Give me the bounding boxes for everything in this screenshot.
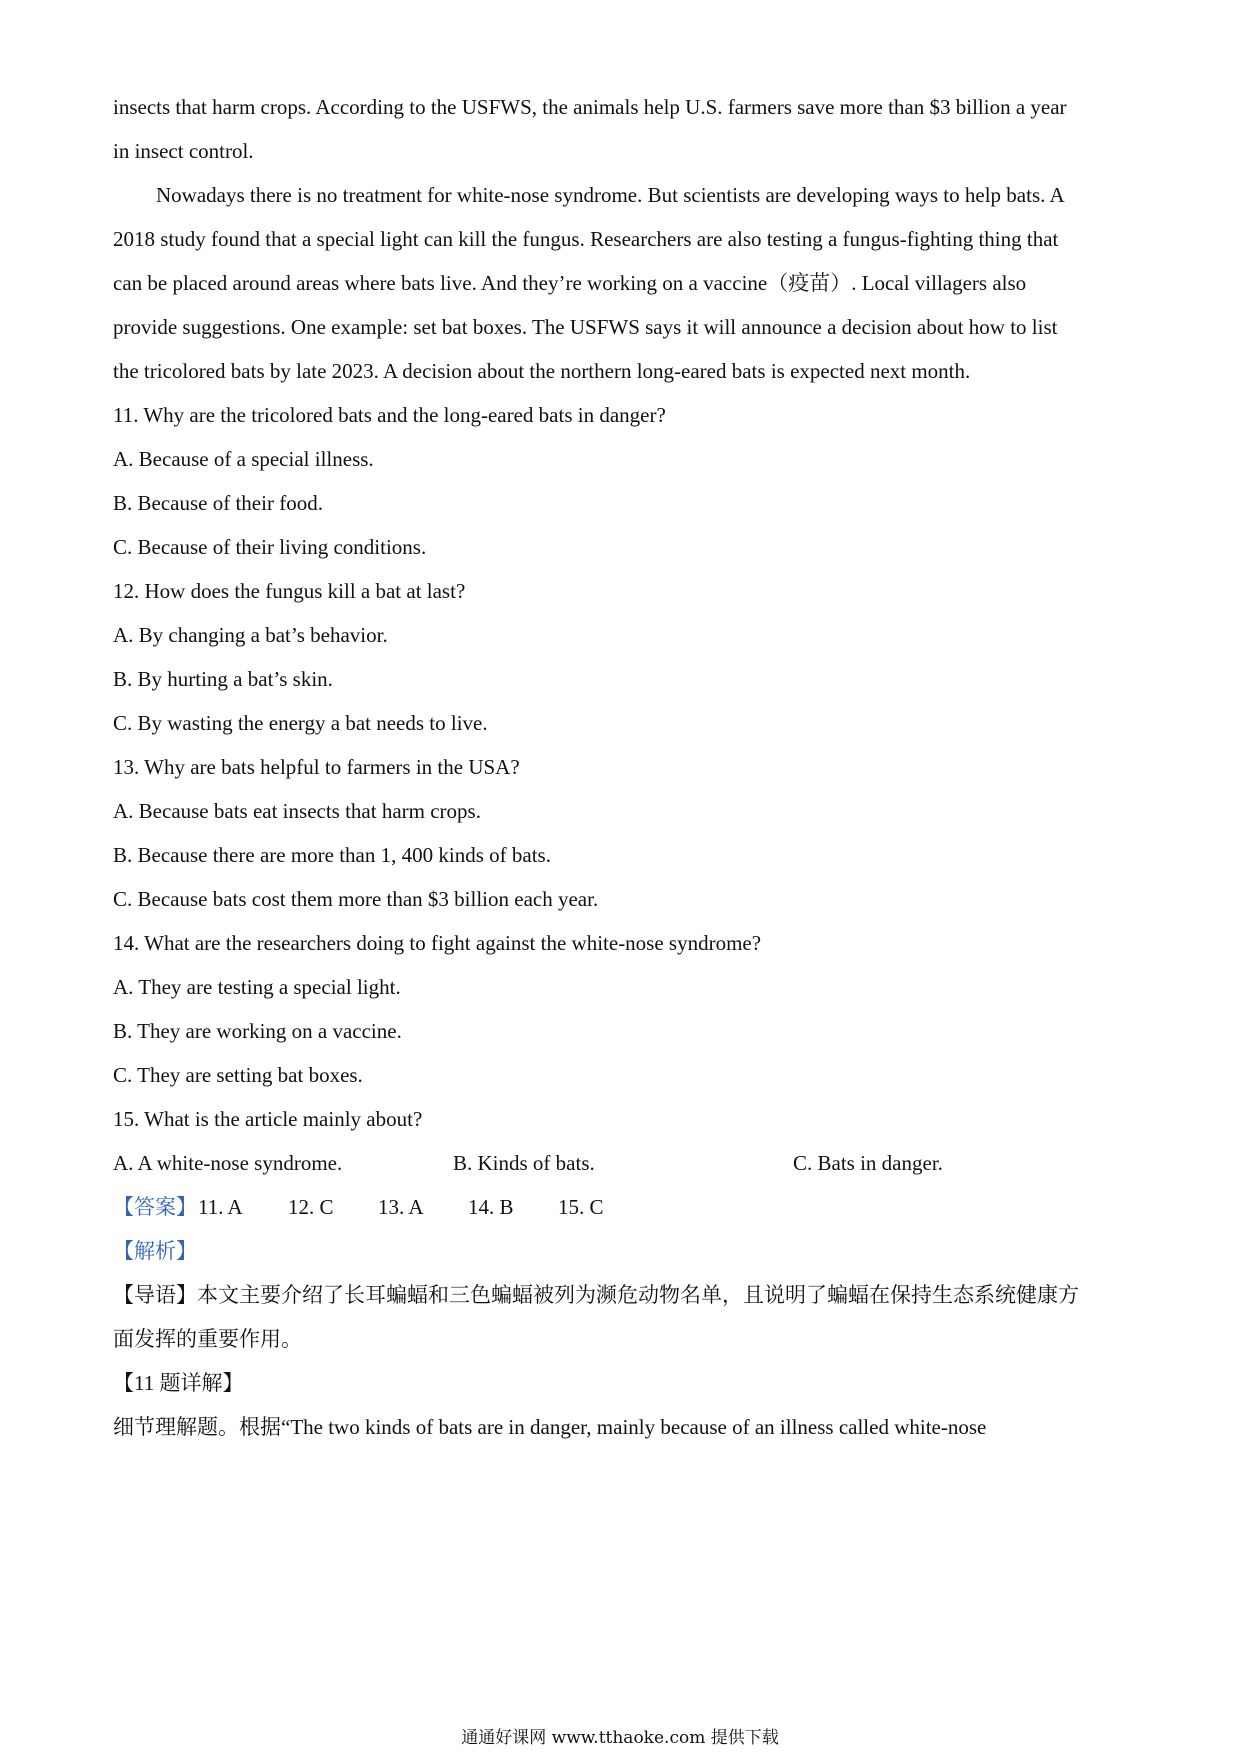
question-option: C. Because bats cost them more than $3 billion each year. [113,887,599,911]
passage-line: insects that harm crops. According to the USFWS, the animals help U.S. farmers save more than $3 billion a year [113,95,1067,119]
answer-label: 【答案】 [113,1195,197,1219]
question-option: A. Because bats eat insects that harm crops. [113,799,481,823]
intro-text: 本文主要介绍了长耳蝙蝠和三色蝙蝠被列为濒危动物名单，且说明了蝙蝠在保持生态系统健康方 [197,1283,1079,1307]
detail-paragraph-line: 细节理解题。根据“The two kinds of bats are in danger, mainly because of an illness called white-nose [113,1415,987,1439]
question-stem: 12. How does the fungus kill a bat at last? [113,579,466,603]
page-footer: 通通好课网 www.tthaoke.com 提供下载 [461,1728,779,1748]
answer-row [113,1192,1113,1222]
intro-paragraph-line [113,1280,1079,1310]
detail-label: 【11 题详解】 [113,1371,244,1395]
question-option: C. By wasting the energy a bat needs to live. [113,711,488,735]
question-option: B. By hurting a bat’s skin. [113,667,333,691]
question-option: C. Because of their living conditions. [113,535,427,559]
question-option: C. They are setting bat boxes. [113,1063,363,1087]
intro-label: 【导语】 [113,1283,197,1307]
question-option: B. They are working on a vaccine. [113,1019,402,1043]
question-options-row [113,1148,1113,1178]
question-stem: 15. What is the article mainly about? [113,1107,423,1131]
question-option: A. Because of a special illness. [113,447,374,471]
question-option: B. Because there are more than 1, 400 kinds of bats. [113,843,551,867]
question-option: B. Because of their food. [113,491,323,515]
passage-line: 2018 study found that a special light can kill the fungus. Researchers are also testing a fungus-fighting thing that [113,227,1059,251]
passage-line: in insect control. [113,139,254,163]
answer-item: 15. C [558,1195,604,1219]
passage-line: the tricolored bats by late 2023. A decision about the northern long-eared bats is expected next month. [113,359,971,383]
question-stem: 11. Why are the tricolored bats and the long-eared bats in danger? [113,403,666,427]
passage-line: provide suggestions. One example: set bat boxes. The USFWS says it will announce a decision about how to list [113,315,1058,339]
question-stem: 14. What are the researchers doing to fight against the white-nose syndrome? [113,931,762,955]
question-option: A. They are testing a special light. [113,975,401,999]
question-option: B. Kinds of bats. [453,1151,595,1175]
question-option: A. A white-nose syndrome. [113,1151,343,1175]
answer-item: 11. A [198,1195,243,1219]
passage-line: can be placed around areas where bats live. And they’re working on a vaccine（疫苗）. Local villagers also [113,271,1027,295]
intro-paragraph-line: 面发挥的重要作用。 [113,1327,302,1351]
answer-item: 13. A [378,1195,424,1219]
question-stem: 13. Why are bats helpful to farmers in the USA? [113,755,520,779]
question-option: C. Bats in danger. [793,1151,943,1175]
question-option: A. By changing a bat’s behavior. [113,623,388,647]
answer-item: 12. C [288,1195,334,1219]
answer-item: 14. B [468,1195,514,1219]
passage-line: Nowadays there is no treatment for white-nose syndrome. But scientists are developing ways to help bats. A [156,183,1065,207]
analysis-label: 【解析】 [113,1239,197,1263]
